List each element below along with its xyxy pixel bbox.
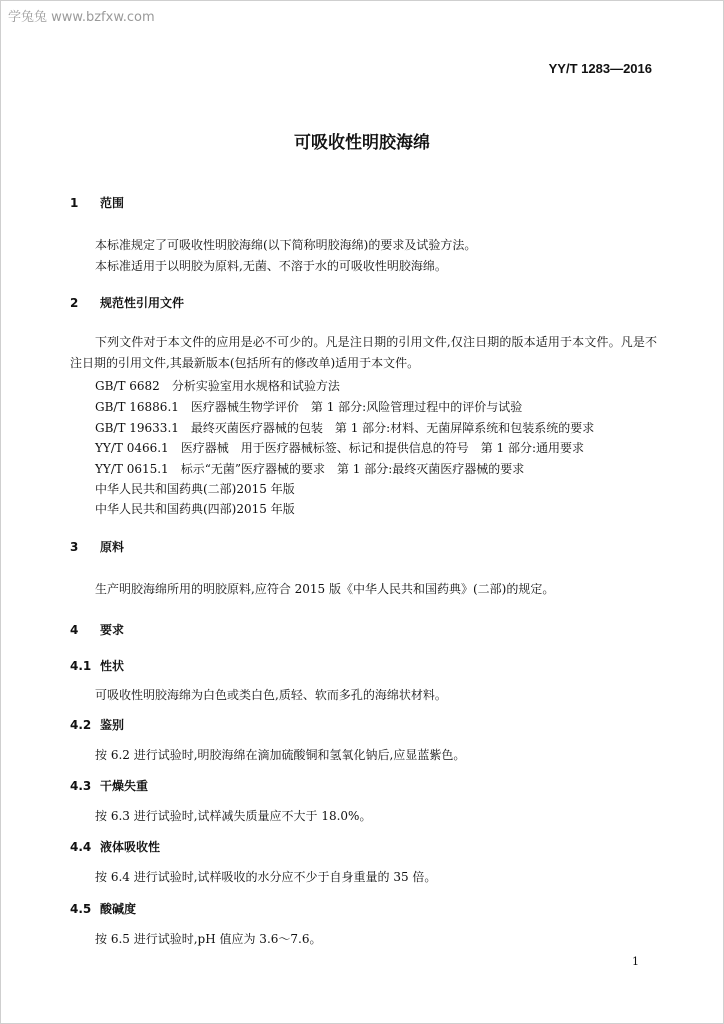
paragraph: 本标准适用于以明胶为原料,无菌、不溶于水的可吸收性明胶海绵。: [95, 259, 447, 273]
subsection-heading-loss-on-drying: [70, 777, 148, 794]
section-title: 原料: [100, 540, 125, 554]
section-title: 性状: [100, 659, 125, 673]
section-number: 3: [70, 540, 79, 554]
subsection-heading-liquid-absorption: [70, 838, 160, 855]
paragraph: 本标准规定了可吸收性明胶海绵(以下简称明胶海绵)的要求及试验方法。: [95, 238, 477, 252]
section-title: 要求: [100, 623, 125, 637]
page-number: 1: [632, 955, 639, 968]
reference-title: 中华人民共和国药典(四部)2015 年版: [95, 502, 295, 516]
section-number: 1: [70, 196, 79, 210]
reference-code: YY/T 0615.1: [95, 462, 169, 476]
watermark: 学兔兔 www.bzfxw.com: [8, 10, 155, 25]
section-number: 4.4: [70, 840, 92, 854]
reference-title: 标示“无菌”医疗器械的要求 第 1 部分:最终灭菌医疗器械的要求: [180, 462, 525, 476]
reference-code: GB/T 16886.1: [95, 400, 179, 414]
reference-code: GB/T 6682: [95, 379, 160, 393]
paragraph: 按 6.2 进行试验时,明胶海绵在滴加硫酸铜和氢氧化钠后,应显蓝紫色。: [95, 748, 466, 762]
section-title: 范围: [100, 196, 125, 210]
reference-item: [95, 460, 524, 477]
paragraph: 按 6.4 进行试验时,试样吸收的水分应不少于自身重量的 35 倍。: [95, 870, 437, 884]
subsection-heading-identification: [70, 716, 124, 733]
section-title: 规范性引用文件: [100, 296, 185, 310]
section-title: 液体吸收性: [100, 840, 161, 854]
section-number: 4.2: [70, 718, 92, 732]
section-heading-normative-references: [70, 294, 184, 311]
reference-title: 分析实验室用水规格和试验方法: [171, 379, 340, 393]
section-number: 2: [70, 296, 79, 310]
reference-item: [95, 480, 295, 497]
section-heading-raw-materials: [70, 538, 124, 555]
subsection-heading-acidity: [70, 900, 136, 917]
paragraph-intro: 下列文件对于本文件的应用是必不可少的。凡是注日期的引用文件,仅注日期的版本适用于本文件。凡是不注日期的引用文件,其最新版本(包括所有的修改单)适用于本文件。: [70, 335, 657, 370]
reference-item: [95, 500, 295, 517]
standard-number: YY/T 1283—2016: [548, 61, 652, 76]
paragraph: 生产明胶海绵所用的明胶原料,应符合 2015 版《中华人民共和国药典》(二部)的规定。: [95, 582, 555, 596]
section-number: 4.3: [70, 779, 92, 793]
section-title: 干燥失重: [100, 779, 149, 793]
subsection-heading-appearance: [70, 657, 124, 674]
reference-item: [95, 377, 340, 394]
reference-title: 最终灭菌医疗器械的包装 第 1 部分:材料、无菌屏障系统和包装系统的要求: [190, 421, 595, 435]
reference-item: [95, 439, 584, 456]
paragraph: 可吸收性明胶海绵为白色或类白色,质轻、软而多孔的海绵状材料。: [95, 688, 447, 702]
section-heading-requirements: [70, 621, 124, 638]
reference-item: [95, 419, 594, 436]
paragraph: 按 6.3 进行试验时,试样减失质量应不大于 18.0%。: [95, 809, 372, 823]
reference-title: 医疗器械 用于医疗器械标签、标记和提供信息的符号 第 1 部分:通用要求: [180, 441, 585, 455]
section-title: 鉴别: [100, 718, 125, 732]
section-number: 4.1: [70, 659, 92, 673]
reference-code: YY/T 0466.1: [95, 441, 169, 455]
document-title: 可吸收性明胶海绵: [294, 133, 430, 153]
reference-item: [95, 398, 522, 415]
paragraph: 按 6.5 进行试验时,pH 值应为 3.6～7.6。: [95, 932, 322, 946]
section-number: 4: [70, 623, 79, 637]
section-title: 酸碱度: [100, 902, 137, 916]
reference-title: 医疗器械生物学评价 第 1 部分:风险管理过程中的评价与试验: [190, 400, 523, 414]
section-number: 4.5: [70, 902, 92, 916]
reference-code: GB/T 19633.1: [95, 421, 179, 435]
section-heading-scope: [70, 194, 124, 211]
reference-title: 中华人民共和国药典(二部)2015 年版: [95, 482, 295, 496]
